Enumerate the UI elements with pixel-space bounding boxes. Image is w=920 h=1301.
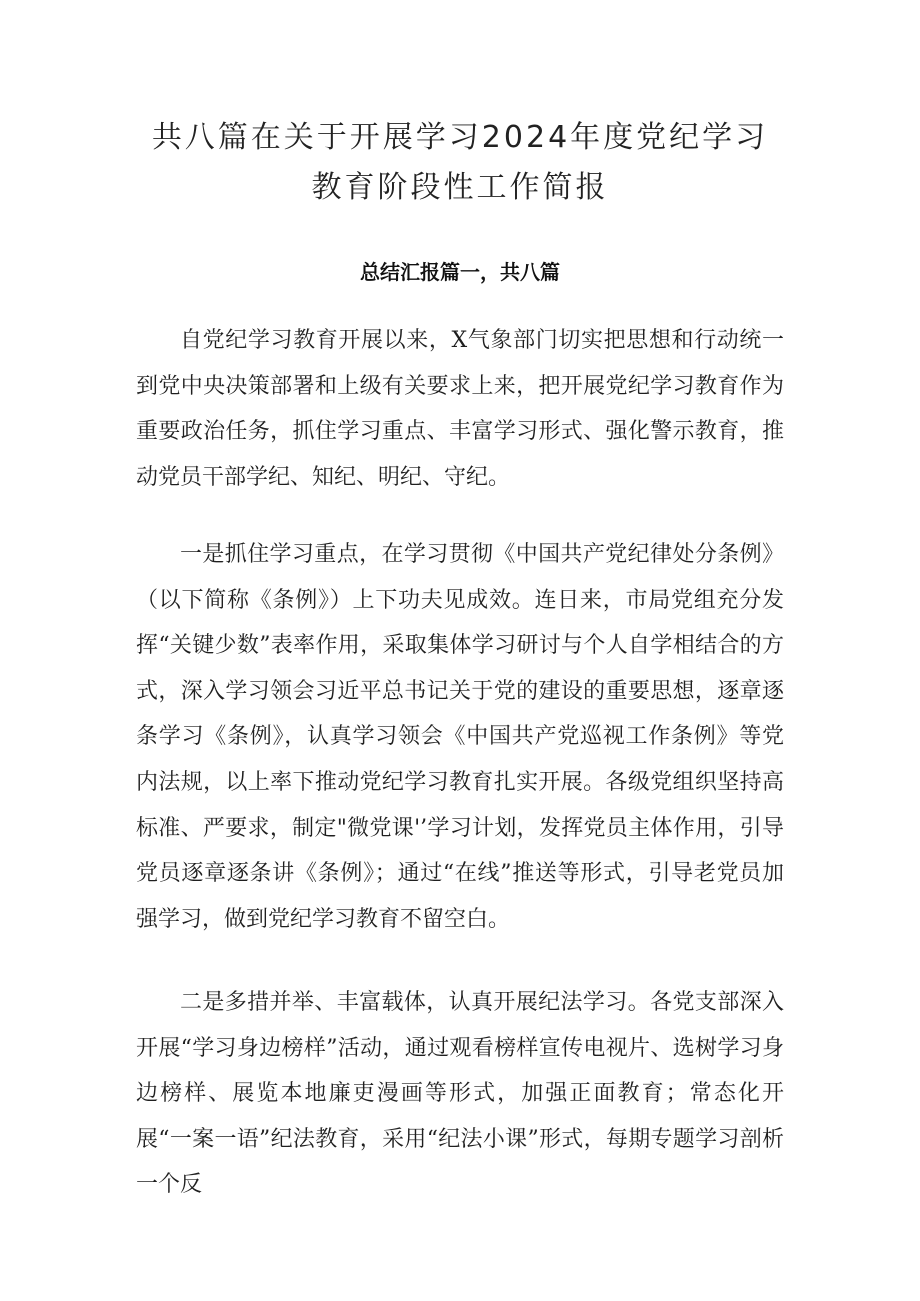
paragraph-point-two: 二是多措并举、丰富载体，认真开展纪法学习。各党支部深入开展“学习身边榜样”活动，通过观看榜样宣传电视片、选树学习身边榜样、展览本地廉吏漫画等形式，加强正面教育；常态化开展“一案一语”纪法教育，采用“纪法小课”形式，每期专题学习剖析一个反 [136,990,784,1198]
document-title-line-2: 教育阶段性工作简报 [311,170,609,205]
section-subtitle: 总结汇报篇一，共八篇 [360,260,560,284]
paragraph-intro: 自党纪学习教育开展以来，X气象部门切实把思想和行动统一到党中央决策部署和上级有关要求上来，把开展党纪学习教育作为重要政治任务，抓住学习重点、丰富学习形式、强化警示教育，推动党员干部学纪、知纪、明纪、守纪。 [136,328,784,490]
paragraph-point-one: 一是抓住学习重点，在学习贯彻《中国共产党纪律处分条例》（以下简称《条例》）上下功夫见成效。连日来，市局党组充分发挥“关键少数”表率作用，采取集体学习研讨与个人自学相结合的方式，深入学习领会习近平总书记关于党的建设的重要思想，逐章逐条学习《条例》，认真学习领会《中国共产党巡视工作条例》等党内法规，以上率下推动党纪学习教育扎实开展。各级党组织坚持高标准、严要求，制定"微党课'’学习计划，发挥党员主体作用，引导党员逐章逐条讲《条例》；通过“在线”推送等形式，引导老党员加强学习，做到党纪学习教育不留空白。 [136,542,784,932]
document-title-line-1: 共八篇在关于开展学习2024年度党纪学习 [151,120,769,155]
